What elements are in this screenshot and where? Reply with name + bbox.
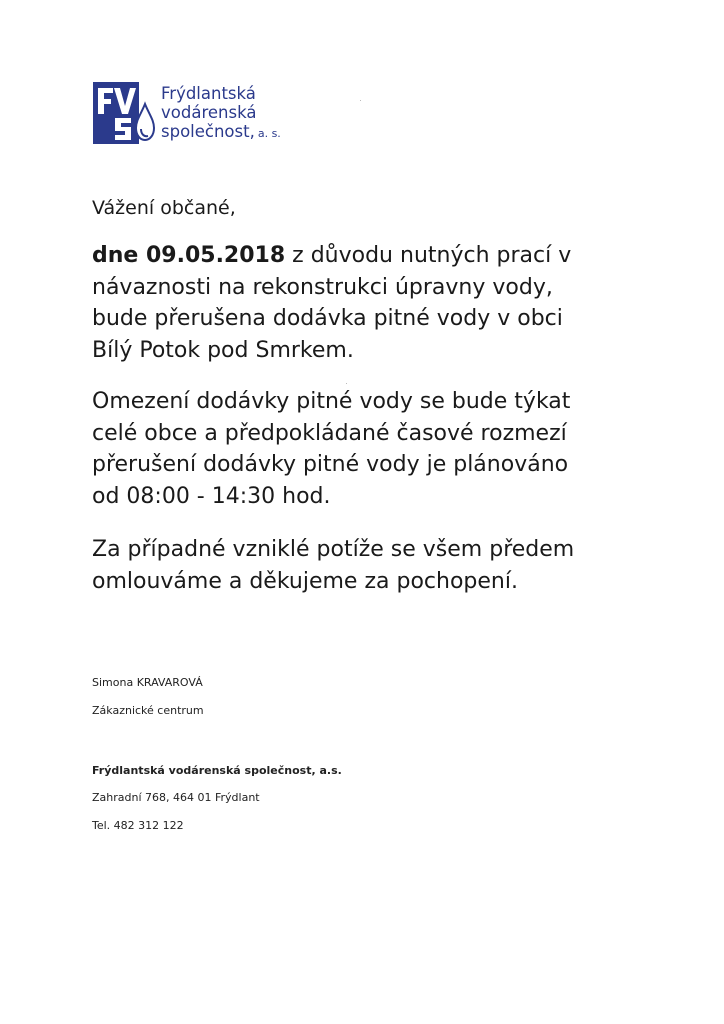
paragraph-line: návaznosti na rekonstrukci úpravny vody, bbox=[92, 274, 553, 300]
greeting: Vážení občané, bbox=[92, 197, 236, 219]
logo-wordmark bbox=[161, 84, 281, 143]
company-name: Frýdlantská vodárenská společnost, a.s. bbox=[92, 764, 342, 777]
paragraph-outage-scope bbox=[92, 386, 692, 512]
scan-speck bbox=[346, 383, 347, 384]
paragraph-outage-notice bbox=[92, 240, 692, 366]
company-address: Zahradní 768, 464 01 Frýdlant bbox=[92, 791, 260, 804]
paragraph-line: celé obce a předpokládané časové rozmezí bbox=[92, 420, 567, 446]
paragraph-line: přerušení dodávky pitné vody je plánováno bbox=[92, 452, 569, 477]
company-phone: Tel. 482 312 122 bbox=[92, 819, 184, 832]
outage-date: dne 09.05.2018 bbox=[92, 243, 286, 268]
logo-line-2: vodárenská bbox=[161, 103, 257, 122]
paragraph-line: Za případné vzniklé potíže se všem předem bbox=[92, 537, 575, 562]
logo-line-1: Frýdlantská bbox=[161, 84, 256, 103]
scan-speck bbox=[360, 100, 361, 101]
paragraph-line: Omezení dodávky pitné vody se bude týkat bbox=[92, 389, 571, 414]
logo-line-3-text: společnost, bbox=[161, 122, 255, 141]
logo-line-3 bbox=[161, 122, 281, 143]
paragraph-line: omlouváme a děkujeme za pochopení. bbox=[92, 568, 518, 594]
signatory-name: Simona KRAVAROVÁ bbox=[92, 676, 203, 689]
paragraph-line bbox=[92, 240, 692, 272]
logo-suffix: a. s. bbox=[257, 127, 281, 140]
signatory-department: Zákaznické centrum bbox=[92, 704, 204, 717]
fvs-logo-mark-icon bbox=[93, 82, 155, 144]
paragraph-line: Bílý Potok pod Smrkem. bbox=[92, 337, 354, 363]
paragraph-line: od 08:00 - 14:30 hod. bbox=[92, 483, 331, 509]
paragraph-line-text: z důvodu nutných prací v bbox=[285, 243, 572, 268]
company-logo bbox=[93, 82, 323, 148]
paragraph-apology bbox=[92, 534, 692, 597]
paragraph-line: bude přerušena dodávka pitné vody v obci bbox=[92, 306, 563, 331]
